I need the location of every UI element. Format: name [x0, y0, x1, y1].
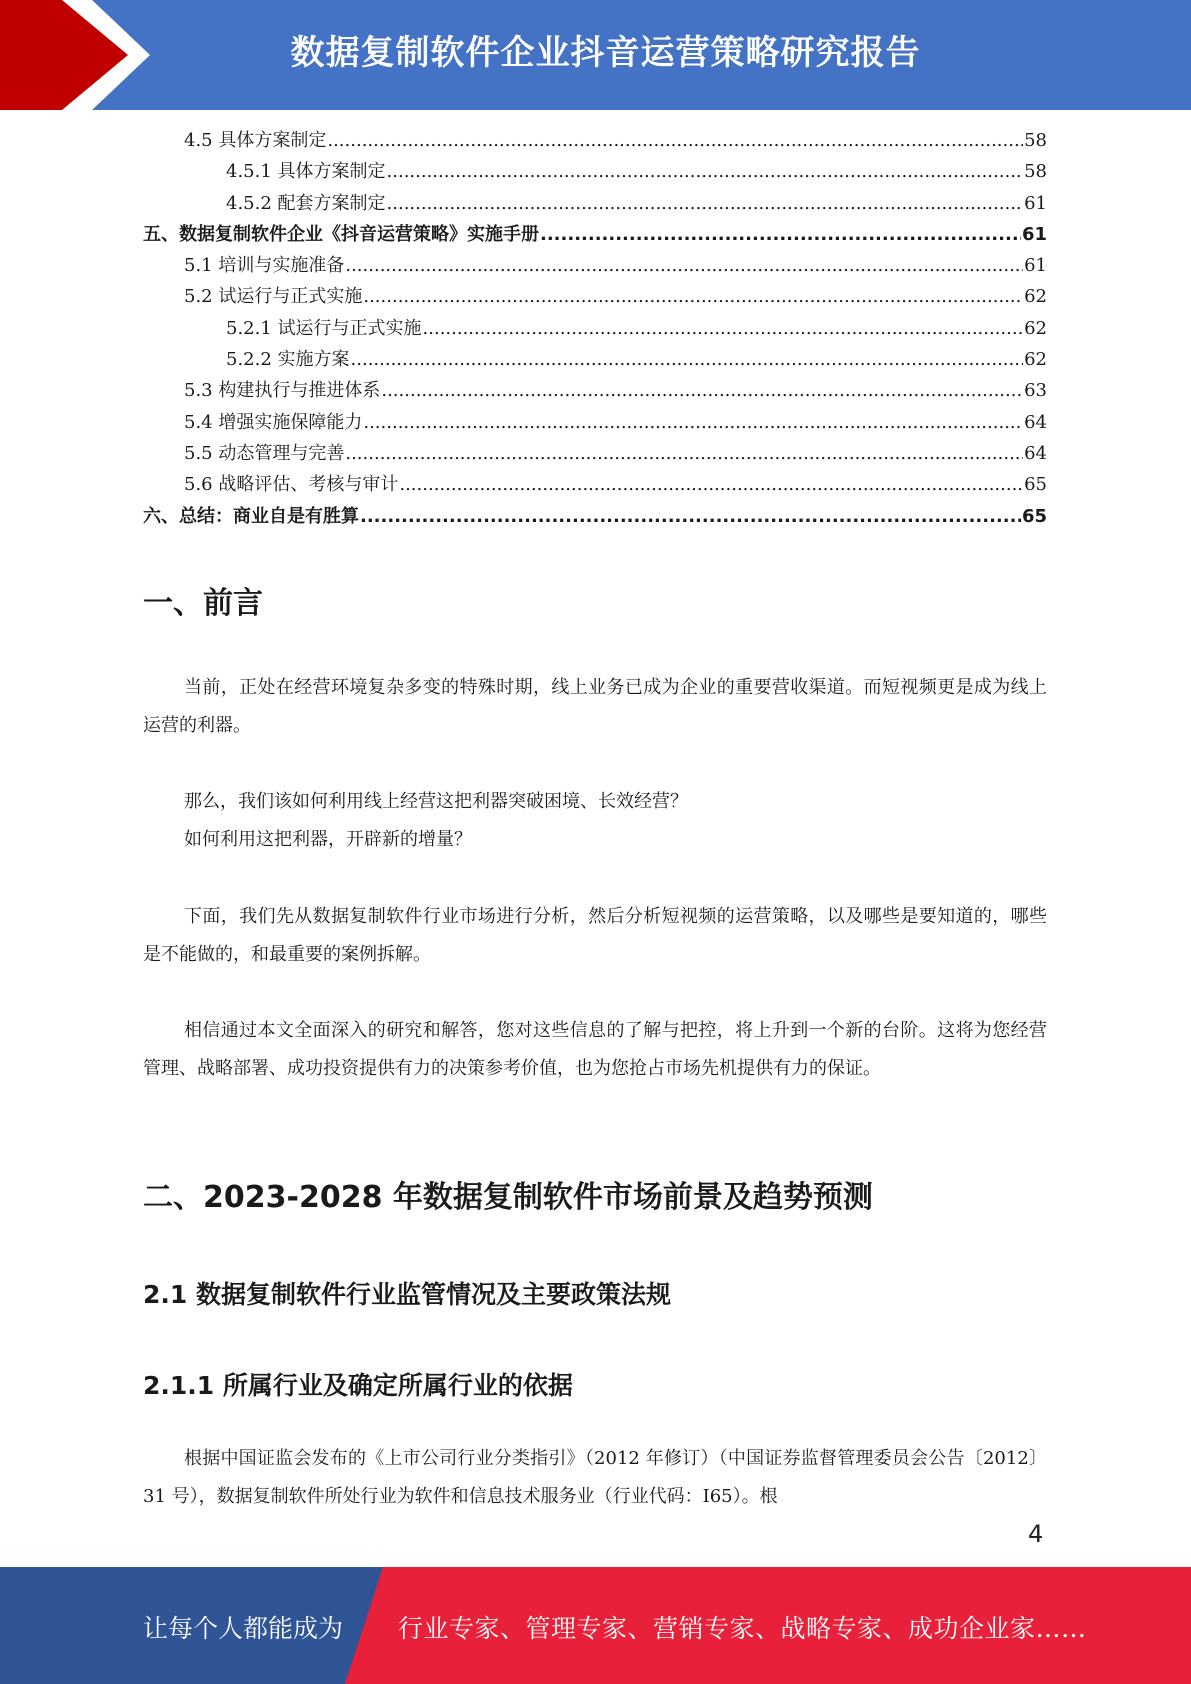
toc-dot-leader — [387, 161, 1024, 182]
toc-entry-title: 4.5.1 具体方案制定 — [226, 161, 386, 183]
toc-entry-title: 5.2.1 试运行与正式实施 — [226, 317, 422, 339]
toc-entry-page: 62 — [1024, 317, 1047, 339]
toc-dot-leader — [363, 412, 1023, 433]
toc-dot-leader — [423, 318, 1024, 339]
toc-dot-leader — [345, 443, 1023, 464]
toc-entry-title: 5.4 增强实施保障能力 — [184, 411, 363, 433]
page-number: 4 — [1028, 1520, 1044, 1548]
page-header — [0, 0, 1191, 110]
toc-entry[interactable] — [143, 251, 1047, 282]
toc-entry-title: 五、数据复制软件企业《抖音运营策略》实施手册 — [143, 223, 539, 245]
toc-entry-title: 5.2.2 实施方案 — [226, 349, 350, 371]
industry-basis-paragraph: 根据中国证监会发布的《上市公司行业分类指引》（2012 年修订）（中国证券监督管理委员会公告〔2012〕31 号），数据复制软件所处行业为软件和信息技术服务业（行业代码：I65）。根 — [143, 1448, 1047, 1507]
toc-entry-title: 4.5.2 配套方案制定 — [226, 192, 386, 214]
report-title: 数据复制软件企业抖音运营策略研究报告 — [290, 33, 921, 73]
toc-entry-page: 61 — [1024, 192, 1047, 214]
toc-entry[interactable] — [143, 314, 1047, 345]
subsection-heading-regulation: 2.1 数据复制软件行业监管情况及主要政策法规 — [143, 1280, 671, 1309]
toc-entry-title: 5.1 培训与实施准备 — [184, 255, 345, 277]
toc-entry[interactable] — [143, 408, 1047, 439]
toc-entry-page: 62 — [1024, 349, 1047, 371]
toc-entry-title: 5.3 构建执行与推进体系 — [184, 380, 381, 402]
toc-entry-page: 58 — [1024, 161, 1047, 183]
toc-entry[interactable] — [143, 439, 1047, 470]
preface-paragraph-3: 相信通过本文全面深入的研究和解答，您对这些信息的了解与把控，将上升到一个新的台阶。这将为您经营管理、战略部署、成功投资提供有力的决策参考价值，也为您抢占市场先机提供有力的保证。 — [143, 1020, 1047, 1079]
toc-entry-title: 5.6 战略评估、考核与审计 — [184, 474, 399, 496]
toc-entry-page: 61 — [1024, 255, 1047, 277]
toc-dot-leader — [387, 193, 1024, 214]
toc-entry-page: 65 — [1021, 505, 1047, 527]
toc-dot-leader — [327, 130, 1023, 151]
toc-entry-page: 62 — [1024, 286, 1047, 308]
toc-entry[interactable] — [143, 282, 1047, 313]
toc-dot-leader — [399, 474, 1023, 495]
toc-entry-page: 65 — [1024, 474, 1047, 496]
toc-entry-page: 61 — [1021, 223, 1047, 245]
toc-entry-title: 六、总结：商业自是有胜算 — [143, 505, 359, 527]
toc-dot-leader — [360, 506, 1021, 527]
toc-entry-title: 5.2 试运行与正式实施 — [184, 286, 363, 308]
preface-question-2: 如何利用这把利器，开辟新的增量？ — [184, 829, 472, 850]
preface-paragraph-2: 下面，我们先从数据复制软件行业市场进行分析，然后分析短视频的运营策略，以及哪些是要知道的，哪些是不能做的，和最重要的案例拆解。 — [143, 906, 1047, 965]
toc-entry-title: 4.5 具体方案制定 — [184, 130, 327, 151]
toc-entry-page: 63 — [1024, 380, 1047, 402]
page-footer — [0, 1567, 1191, 1684]
toc-dot-leader — [351, 349, 1024, 370]
preface-question-1: 那么，我们该如何利用线上经营这把利器突破困境、长效经营？ — [184, 791, 688, 812]
toc-entry[interactable] — [143, 502, 1047, 533]
section-heading-market-outlook: 二、2023-2028 年数据复制软件市场前景及趋势预测 — [143, 1180, 873, 1215]
subsection-heading-industry-basis: 2.1.1 所属行业及确定所属行业的依据 — [143, 1371, 573, 1400]
toc-entry-title: 5.5 动态管理与完善 — [184, 442, 345, 464]
toc-entry[interactable] — [143, 470, 1047, 501]
section-heading-preface: 一、前言 — [143, 586, 263, 621]
table-of-contents — [143, 126, 1047, 533]
toc-entry-page: 64 — [1024, 442, 1047, 464]
toc-entry[interactable] — [143, 345, 1047, 376]
toc-entry[interactable] — [143, 126, 1047, 157]
toc-entry[interactable] — [143, 376, 1047, 407]
toc-dot-leader — [363, 286, 1023, 307]
footer-slogan-right: 行业专家、管理专家、营销专家、战略专家、成功企业家…… — [398, 1614, 1087, 1643]
toc-entry[interactable] — [143, 189, 1047, 220]
toc-dot-leader — [540, 224, 1021, 245]
toc-entry[interactable] — [143, 220, 1047, 251]
toc-entry[interactable] — [143, 157, 1047, 188]
footer-slogan-left: 让每个人都能成为 — [143, 1614, 344, 1643]
toc-dot-leader — [381, 380, 1023, 401]
toc-dot-leader — [345, 255, 1023, 276]
toc-entry-page: 58 — [1024, 130, 1047, 151]
preface-paragraph-1: 当前，正处在经营环境复杂多变的特殊时期，线上业务已成为企业的重要营收渠道。而短视频更是成为线上运营的利器。 — [143, 677, 1047, 736]
toc-entry-page: 64 — [1024, 411, 1047, 433]
